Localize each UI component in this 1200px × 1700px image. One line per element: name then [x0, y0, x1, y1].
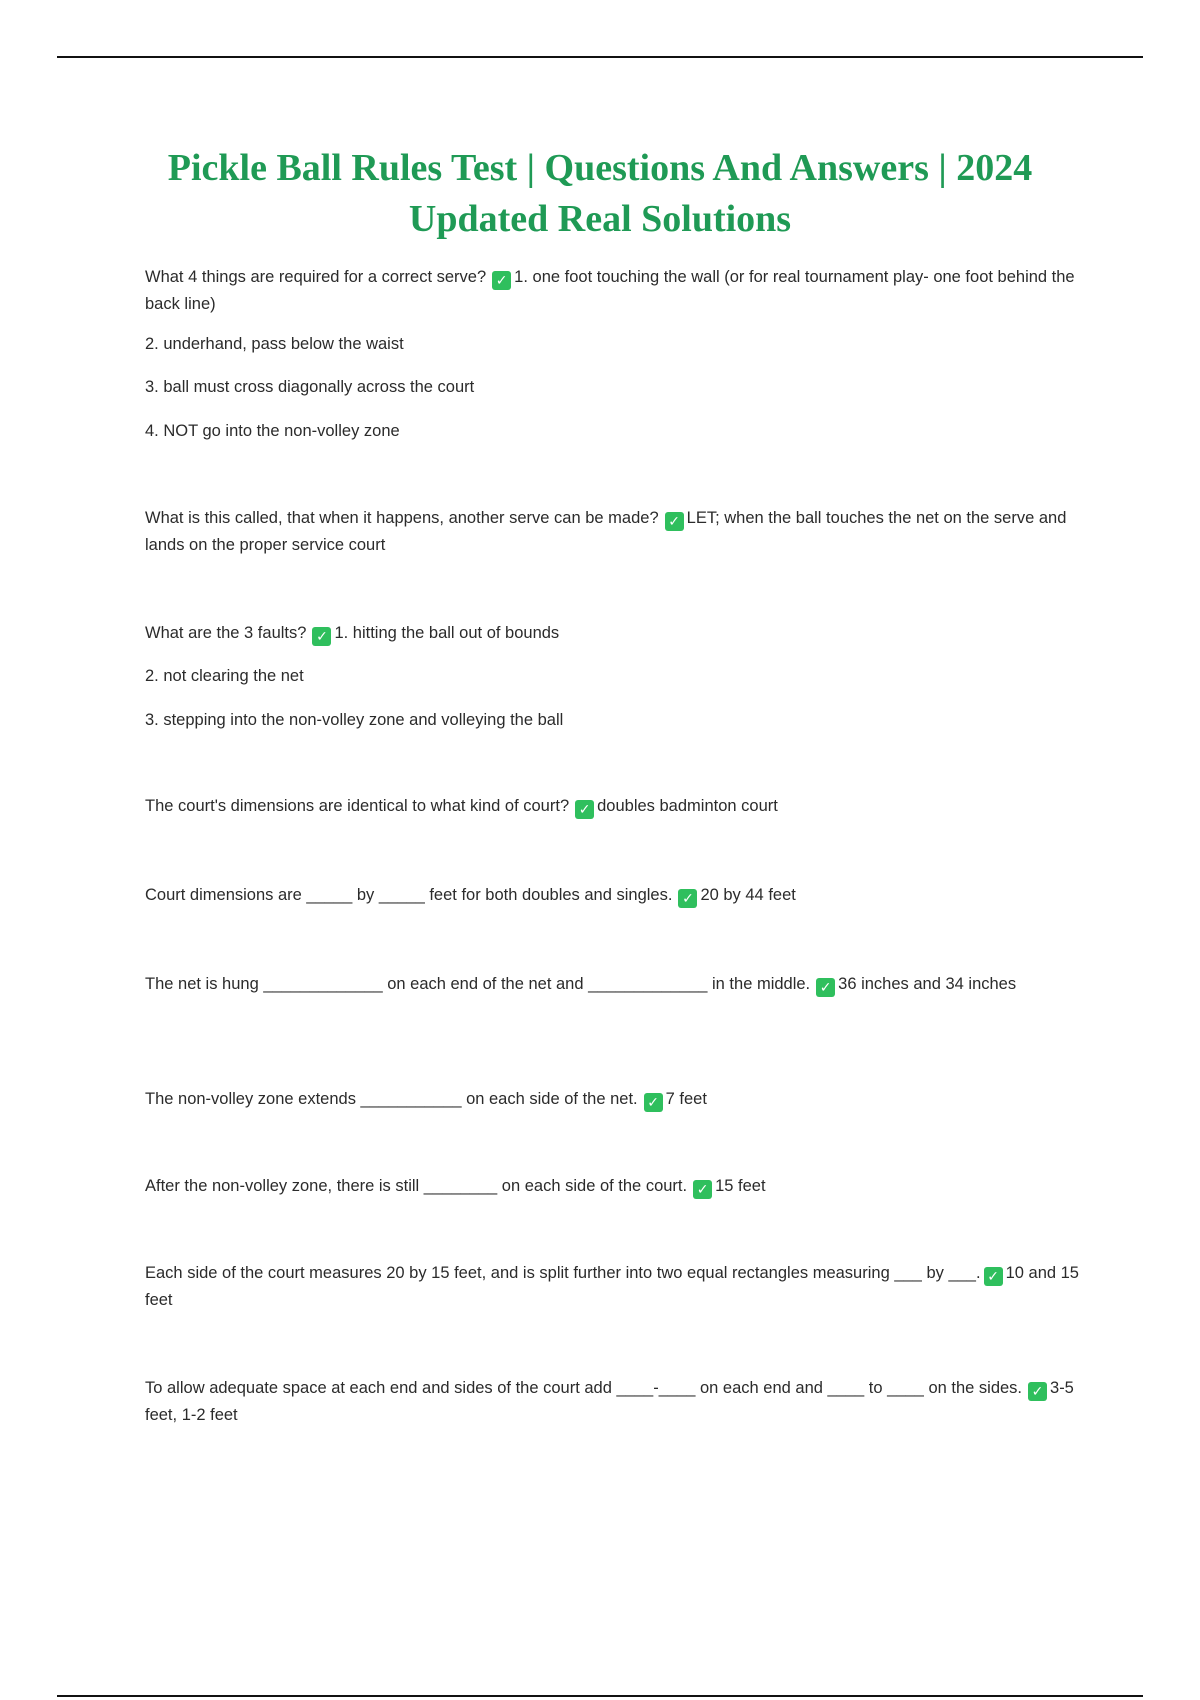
qa-item-6	[145, 971, 1080, 998]
answer-text: 10 and 15 feet	[145, 1264, 1079, 1309]
document-title	[100, 143, 1100, 245]
check-mark-icon: ✓	[575, 800, 594, 819]
answer-text: 7 feet	[665, 1090, 707, 1108]
check-mark-icon: ✓	[816, 978, 835, 997]
title-line-2: Updated Real Solutions	[408, 198, 792, 240]
question-text: What are the 3 faults?	[145, 624, 307, 642]
answer-line: 4. NOT go into the non-volley zone	[145, 422, 400, 440]
qa-item-4	[145, 793, 1080, 820]
answer-line: 3. stepping into the non-volley zone and volleying the ball	[145, 711, 564, 729]
answer-text: 3-5 feet, 1-2 feet	[145, 1379, 1074, 1424]
title-line-1: Pickle Ball Rules Test | Questions And Answers | 2024	[167, 147, 1033, 189]
bottom-rule	[57, 1695, 1143, 1697]
question-text: Each side of the court measures 20 by 15 feet, and is split further into two equal rectangles measuring ___ by ___.	[145, 1264, 981, 1282]
top-rule	[57, 56, 1143, 58]
answer-text: 1. one foot touching the wall (or for real tournament play- one foot behind the back line)	[145, 268, 1075, 313]
qa-item-2	[145, 505, 1080, 559]
question-text: The net is hung _____________ on each end of the net and _____________ in the middle.	[145, 975, 811, 993]
answer-text: 1. hitting the ball out of bounds	[334, 624, 560, 642]
answer-text: LET; when the ball touches the net on the serve and lands on the proper service court	[145, 509, 1067, 554]
question-text: After the non-volley zone, there is still ________ on each side of the court.	[145, 1177, 688, 1195]
answer-text: 15 feet	[715, 1177, 766, 1195]
check-mark-icon: ✓	[678, 889, 697, 908]
qa-item-8	[145, 1173, 1080, 1200]
check-mark-icon: ✓	[312, 627, 331, 646]
answer-text: 20 by 44 feet	[700, 886, 796, 904]
qa-item-9	[145, 1260, 1080, 1314]
question-text: To allow adequate space at each end and sides of the court add ____-____ on each end and ____ to ____ on the sides.	[145, 1379, 1023, 1397]
question-text: The non-volley zone extends ___________ on each side of the net.	[145, 1090, 638, 1108]
answer-line: 2. not clearing the net	[145, 667, 304, 685]
check-mark-icon: ✓	[665, 512, 684, 531]
check-mark-icon: ✓	[492, 271, 511, 290]
answer-text: doubles badminton court	[597, 797, 778, 815]
check-mark-icon: ✓	[693, 1180, 712, 1199]
answer-line: 3. ball must cross diagonally across the court	[145, 378, 475, 396]
answer-line: 2. underhand, pass below the waist	[145, 335, 404, 353]
qa-item-1	[145, 264, 1080, 318]
question-text: The court's dimensions are identical to what kind of court?	[145, 797, 570, 815]
question-text: What 4 things are required for a correct serve?	[145, 268, 487, 286]
check-mark-icon: ✓	[984, 1267, 1003, 1286]
qa-item-3	[145, 620, 1080, 647]
qa-item-5	[145, 882, 1080, 909]
check-mark-icon: ✓	[644, 1093, 663, 1112]
qa-item-10	[145, 1375, 1080, 1429]
question-text: Court dimensions are _____ by _____ feet for both doubles and singles.	[145, 886, 673, 904]
answer-text: 36 inches and 34 inches	[838, 975, 1017, 993]
check-mark-icon: ✓	[1028, 1382, 1047, 1401]
qa-item-7	[145, 1086, 1080, 1113]
question-text: What is this called, that when it happens, another serve can be made?	[145, 509, 659, 527]
